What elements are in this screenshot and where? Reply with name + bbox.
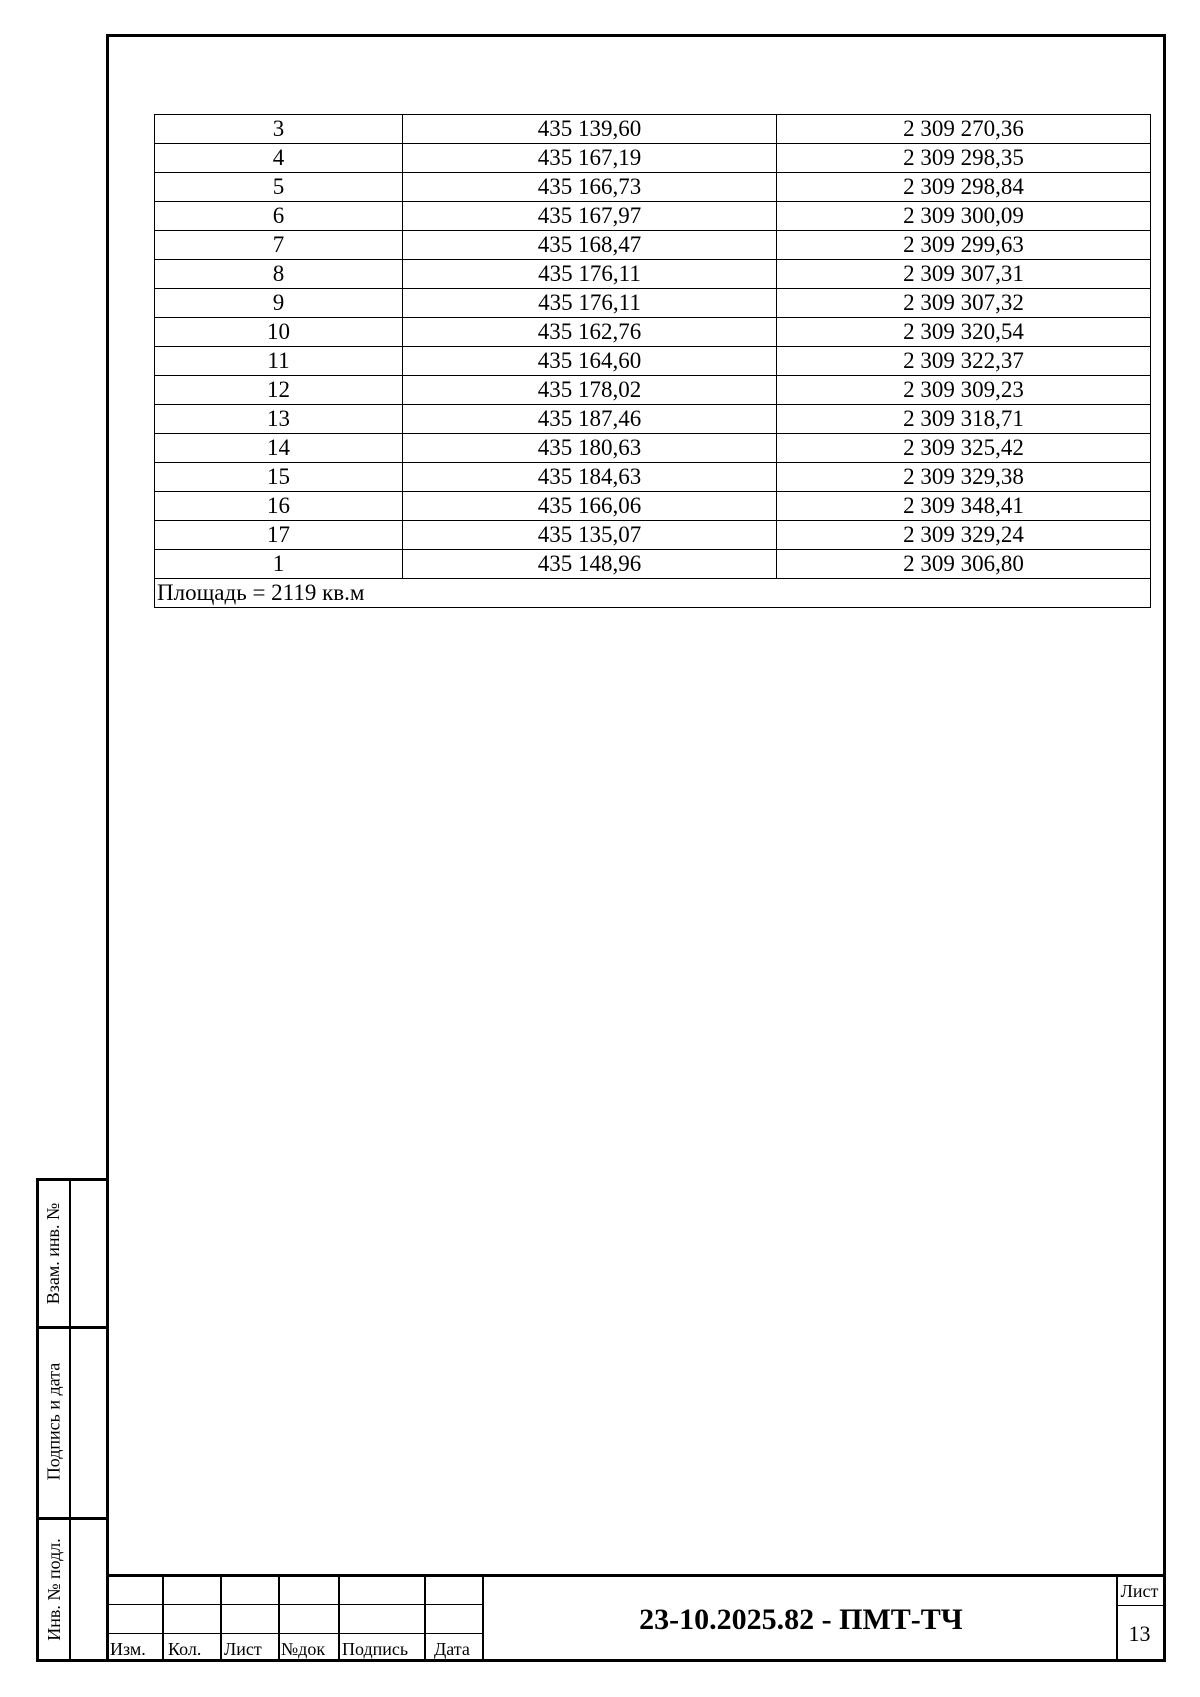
table-row: [155, 144, 1151, 173]
y-cell: 2 309 309,23: [777, 376, 1151, 405]
table-row: [155, 202, 1151, 231]
table-row: [155, 376, 1151, 405]
x-cell: 435 187,46: [403, 405, 777, 434]
point-cell: 8: [155, 260, 403, 289]
list-header: Лист: [224, 1639, 262, 1659]
point-cell: 13: [155, 405, 403, 434]
x-cell: 435 139,60: [403, 115, 777, 144]
table-row: [155, 260, 1151, 289]
y-cell: 2 309 320,54: [777, 318, 1151, 347]
y-cell: 2 309 299,63: [777, 231, 1151, 260]
ndoc-header: №док: [281, 1639, 326, 1659]
sheet-number: 13: [1128, 1621, 1151, 1646]
y-cell: 2 309 318,71: [777, 405, 1151, 434]
x-cell: 435 166,73: [403, 173, 777, 202]
point-cell: 9: [155, 289, 403, 318]
inv-original-label: Инв. № подл.: [43, 1538, 64, 1641]
point-cell: 5: [155, 173, 403, 202]
y-cell: 2 309 322,37: [777, 347, 1151, 376]
data-header: Дата: [434, 1639, 470, 1659]
title-block: [106, 1574, 1166, 1662]
x-cell: 435 164,60: [403, 347, 777, 376]
table-row: [155, 492, 1151, 521]
y-cell: 2 309 298,84: [777, 173, 1151, 202]
point-cell: 1: [155, 550, 403, 579]
x-cell: 435 176,11: [403, 289, 777, 318]
x-cell: 435 166,06: [403, 492, 777, 521]
table-row: [155, 550, 1151, 579]
y-cell: 2 309 300,09: [777, 202, 1151, 231]
point-cell: 11: [155, 347, 403, 376]
document-number: 23-10.2025.82 - ПМТ-ТЧ: [639, 1602, 963, 1636]
table-row: [155, 231, 1151, 260]
x-cell: 435 176,11: [403, 260, 777, 289]
point-cell: 4: [155, 144, 403, 173]
point-cell: 7: [155, 231, 403, 260]
table-row: [155, 289, 1151, 318]
area-row: [155, 579, 1151, 608]
izm-header: Изм.: [110, 1639, 146, 1659]
table-row: [155, 521, 1151, 550]
table-row: [155, 434, 1151, 463]
x-cell: 435 167,19: [403, 144, 777, 173]
x-cell: 435 178,02: [403, 376, 777, 405]
x-cell: 435 162,76: [403, 318, 777, 347]
point-cell: 12: [155, 376, 403, 405]
point-cell: 6: [155, 202, 403, 231]
table-row: [155, 405, 1151, 434]
point-cell: 16: [155, 492, 403, 521]
podpis-header: Подпись: [342, 1639, 409, 1659]
y-cell: 2 309 325,42: [777, 434, 1151, 463]
side-stamp: [36, 1178, 106, 1662]
y-cell: 2 309 307,31: [777, 260, 1151, 289]
table-row: [155, 318, 1151, 347]
point-cell: 17: [155, 521, 403, 550]
point-cell: 14: [155, 434, 403, 463]
x-cell: 435 184,63: [403, 463, 777, 492]
signature-date-label: Подпись и дата: [43, 1362, 64, 1481]
x-cell: 435 148,96: [403, 550, 777, 579]
x-cell: 435 167,97: [403, 202, 777, 231]
coordinates-table: [154, 114, 1151, 608]
kol-header: Кол.: [168, 1639, 202, 1659]
x-cell: 435 168,47: [403, 231, 777, 260]
area-cell: Площадь = 2119 кв.м: [155, 579, 1151, 608]
table-row: [155, 347, 1151, 376]
y-cell: 2 309 306,80: [777, 550, 1151, 579]
sheet-label: Лист: [1120, 1581, 1159, 1601]
table-row: [155, 115, 1151, 144]
table-row: [155, 463, 1151, 492]
y-cell: 2 309 329,38: [777, 463, 1151, 492]
x-cell: 435 180,63: [403, 434, 777, 463]
point-cell: 15: [155, 463, 403, 492]
y-cell: 2 309 329,24: [777, 521, 1151, 550]
y-cell: 2 309 270,36: [777, 115, 1151, 144]
y-cell: 2 309 348,41: [777, 492, 1151, 521]
point-cell: 10: [155, 318, 403, 347]
y-cell: 2 309 307,32: [777, 289, 1151, 318]
y-cell: 2 309 298,35: [777, 144, 1151, 173]
x-cell: 435 135,07: [403, 521, 777, 550]
vzam-inv-label: Взам. инв. №: [43, 1202, 64, 1305]
table-row: [155, 173, 1151, 202]
point-cell: 3: [155, 115, 403, 144]
